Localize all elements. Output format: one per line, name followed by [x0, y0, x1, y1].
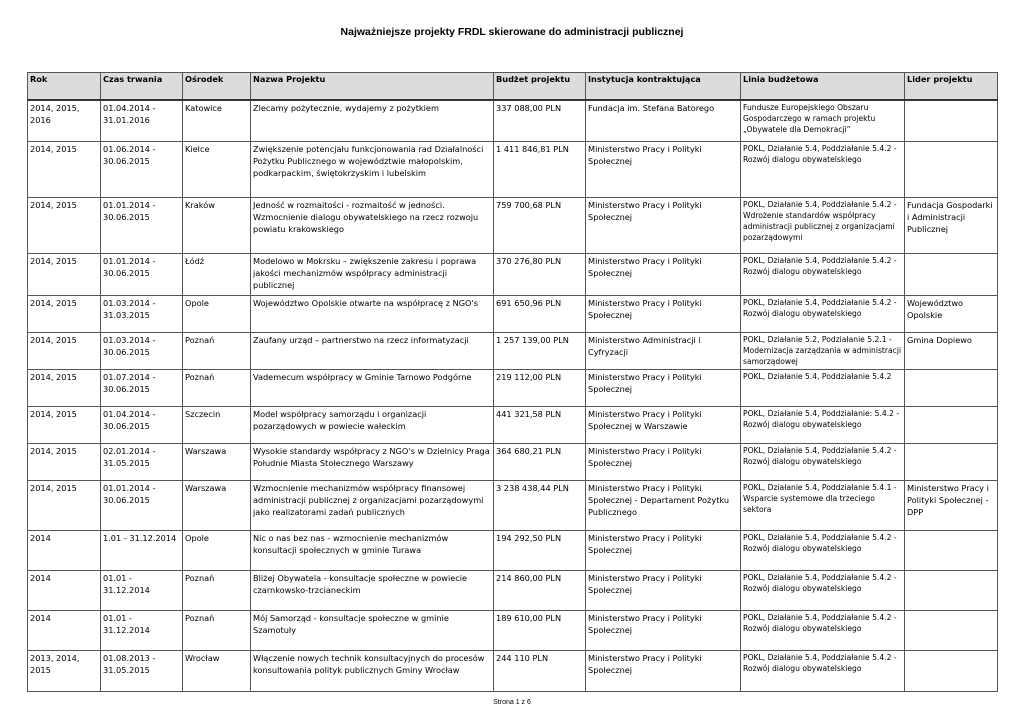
table-row [28, 650, 998, 691]
cell-project-name: Nic o nas bez nas - wzmocnienie mechanizmów konsultacji społecznych w gminie Turawa [251, 530, 494, 570]
cell-center: Poznań [183, 369, 251, 406]
cell-project-leader [905, 406, 998, 443]
projects-table [27, 72, 998, 692]
cell-project-leader [905, 570, 998, 610]
table-row [28, 610, 998, 650]
column-header-linia-budzetowa: Linia budżetowa [741, 73, 905, 101]
cell-budget: 759 700,68 PLN [494, 197, 586, 253]
cell-budget: 370 276,80 PLN [494, 253, 586, 295]
cell-contracting-institution: Ministerstwo Pracy i Polityki Społecznej [586, 570, 741, 610]
cell-duration: 01.04.2014 - 31.01.2016 [101, 100, 183, 141]
cell-duration: 02.01.2014 - 31.05.2015 [101, 443, 183, 480]
cell-project-leader: Gmina Dopiewo [905, 332, 998, 369]
table-row [28, 443, 998, 480]
cell-project-name: Zwiększenie potencjału funkcjonowania rad Działalności Pożytku Publicznego w województwie małopolskim, podkarpackim, świętokrzyskim i lubelskim [251, 141, 494, 197]
cell-budget: 3 238 438,44 PLN [494, 480, 586, 530]
cell-budget: 441 321,58 PLN [494, 406, 586, 443]
table-row [28, 253, 998, 295]
cell-center: Poznań [183, 332, 251, 369]
column-header-nazwa-projektu: Nazwa Projektu [251, 73, 494, 101]
cell-project-name: Modelowo w Mokrsku – zwiększenie zakresu i poprawa jakości mechanizmów współpracy administracji publicznej [251, 253, 494, 295]
column-header-czas-trwania: Czas trwania [101, 73, 183, 101]
cell-year: 2014, 2015 [28, 480, 101, 530]
cell-center: Katowice [183, 100, 251, 141]
cell-project-leader [905, 100, 998, 141]
cell-duration: 01.01.2014 - 30.06.2015 [101, 197, 183, 253]
column-header-budzet: Budżet projektu [494, 73, 586, 101]
cell-project-leader [905, 253, 998, 295]
cell-center: Szczecin [183, 406, 251, 443]
cell-center: Łódź [183, 253, 251, 295]
cell-contracting-institution: Ministerstwo Pracy i Polityki Społecznej [586, 650, 741, 691]
cell-budget-line: POKL, Działanie 5.4, Poddziałanie: 5.4.2 - Rozwój dialogu obywatelskiego [741, 406, 905, 443]
table-row [28, 369, 998, 406]
cell-contracting-institution: Ministerstwo Pracy i Polityki Społecznej [586, 610, 741, 650]
column-header-instytucja: Instytucja kontraktująca [586, 73, 741, 101]
cell-budget: 691 650,96 PLN [494, 295, 586, 332]
cell-contracting-institution: Fundacja im. Stefana Batorego [586, 100, 741, 141]
table-row [28, 100, 998, 141]
cell-project-leader [905, 141, 998, 197]
cell-budget-line: POKL, Działanie 5.4, Poddziałanie 5.4.2 - Rozwój dialogu obywatelskiego [741, 610, 905, 650]
cell-project-leader: Ministerstwo Pracy i Polityki Społecznej - DPP [905, 480, 998, 530]
cell-year: 2014, 2015 [28, 197, 101, 253]
cell-project-name: Bliżej Obywatela - konsultacje społeczne w powiecie czarnkowsko-trzcianeckim [251, 570, 494, 610]
cell-duration: 01.08.2013 - 31.05.2015 [101, 650, 183, 691]
column-header-rok: Rok [28, 73, 101, 101]
cell-project-name: Zaufany urząd – partnerstwo na rzecz informatyzacji [251, 332, 494, 369]
cell-project-name: Województwo Opolskie otwarte na współpracę z NGO's [251, 295, 494, 332]
cell-contracting-institution: Ministerstwo Pracy i Polityki Społecznej [586, 443, 741, 480]
cell-year: 2014, 2015 [28, 443, 101, 480]
cell-budget-line: POKL, Działanie 5.2, Podziałanie 5.2.1 - Modernizacja zarządzania w administracji samorządowej [741, 332, 905, 369]
cell-year: 2014 [28, 530, 101, 570]
cell-project-name: Wzmocnienie mechanizmów współpracy finansowej administracji publicznej z organizacjami pozarządowymi jako realizatorami zadań publicznych [251, 480, 494, 530]
cell-year: 2014, 2015 [28, 369, 101, 406]
cell-duration: 01.01.2014 - 30.06.2015 [101, 253, 183, 295]
cell-project-name: Mój Samorząd - konsultacje społeczne w gminie Szamotuły [251, 610, 494, 650]
cell-year: 2014, 2015 [28, 406, 101, 443]
cell-project-leader: Województwo Opolskie [905, 295, 998, 332]
cell-year: 2014 [28, 610, 101, 650]
cell-project-name: Wysokie standardy współpracy z NGO's w Dzielnicy Praga Południe Miasta Stołecznego Warszawy [251, 443, 494, 480]
cell-year: 2014, 2015, 2016 [28, 100, 101, 141]
cell-contracting-institution: Ministerstwo Pracy i Polityki Społecznej [586, 197, 741, 253]
cell-project-name: Zlecamy pożytecznie, wydajemy z pożytkiem [251, 100, 494, 141]
cell-budget-line: POKL, Działanie 5.4, Poddziałanie 5.4.2 - Rozwój dialogu obywatelskiego [741, 141, 905, 197]
cell-duration: 01.01 - 31.12.2014 [101, 610, 183, 650]
cell-project-leader [905, 369, 998, 406]
cell-project-leader: Fundacja Gospodarki i Administracji Publicznej [905, 197, 998, 253]
cell-budget: 214 860,00 PLN [494, 570, 586, 610]
cell-duration: 01.07.2014 - 30.06.2015 [101, 369, 183, 406]
cell-contracting-institution: Ministerstwo Pracy i Polityki Społecznej [586, 141, 741, 197]
table-row [28, 197, 998, 253]
cell-year: 2014, 2015 [28, 295, 101, 332]
column-header-lider: Lider projektu [905, 73, 998, 101]
cell-budget-line: POKL, Działanie 5.4, Poddziałanie 5.4.2 - Wdrożenie standardów współpracy administracji publicznej z organizacjami pozarządowymi [741, 197, 905, 253]
cell-budget-line: POKL, Działanie 5.4, Poddziałanie 5.4.2 [741, 369, 905, 406]
document-title: Najważniejsze projekty FRDL skierowane do administracji publicznej [340, 26, 684, 38]
table-row [28, 530, 998, 570]
cell-contracting-institution: Ministerstwo Pracy i Polityki Społecznej w Warszawie [586, 406, 741, 443]
cell-center: Wrocław [183, 650, 251, 691]
cell-project-leader [905, 443, 998, 480]
cell-contracting-institution: Ministerstwo Pracy i Polityki Społecznej [586, 530, 741, 570]
cell-contracting-institution: Ministerstwo Administracji i Cyfryzacji [586, 332, 741, 369]
column-header-osrodek: Ośrodek [183, 73, 251, 101]
cell-center: Kielce [183, 141, 251, 197]
table-row [28, 480, 998, 530]
cell-center: Warszawa [183, 480, 251, 530]
cell-year: 2014, 2015 [28, 141, 101, 197]
cell-duration: 01.03.2014 - 30.06.2015 [101, 332, 183, 369]
cell-duration: 01.06.2014 - 30.06.2015 [101, 141, 183, 197]
cell-budget: 189 610,00 PLN [494, 610, 586, 650]
table-row [28, 141, 998, 197]
cell-project-name: Jedność w rozmaitości - rozmaitość w jedności. Wzmocnienie dialogu obywatelskiego na rzecz rozwoju powiatu krakowskiego [251, 197, 494, 253]
cell-budget: 364 680,21 PLN [494, 443, 586, 480]
cell-duration: 01.04.2014 - 30.06.2015 [101, 406, 183, 443]
cell-budget: 219 112,00 PLN [494, 369, 586, 406]
page-footer: Strona 1 z 6 [493, 699, 531, 706]
cell-project-leader [905, 530, 998, 570]
cell-project-leader [905, 650, 998, 691]
cell-duration: 01.01 - 31.12.2014 [101, 570, 183, 610]
cell-contracting-institution: Ministerstwo Pracy i Polityki Społecznej [586, 253, 741, 295]
cell-budget-line: POKL, Działanie 5.4, Poddziałanie 5.4.2 - Rozwój dialogu obywatelskiego [741, 570, 905, 610]
cell-center: Kraków [183, 197, 251, 253]
cell-project-name: Włączenie nowych technik konsultacyjnych do procesów konsultowania polityk publicznych Gminy Wrocław [251, 650, 494, 691]
cell-budget: 1 411 846,81 PLN [494, 141, 586, 197]
table-row [28, 332, 998, 369]
table-body [28, 100, 998, 691]
table-row [28, 406, 998, 443]
cell-budget: 1 257 139,00 PLN [494, 332, 586, 369]
cell-center: Opole [183, 530, 251, 570]
cell-project-name: Vademecum współpracy w Gminie Tarnowo Podgórne [251, 369, 494, 406]
cell-year: 2014, 2015 [28, 253, 101, 295]
cell-contracting-institution: Ministerstwo Pracy i Polityki Społecznej - Departament Pożytku Publicznego [586, 480, 741, 530]
table-row [28, 570, 998, 610]
cell-budget: 337 088,00 PLN [494, 100, 586, 141]
cell-year: 2013, 2014, 2015 [28, 650, 101, 691]
cell-budget-line: POKL, Działanie 5.4, Poddziałanie 5.4.1 - Wsparcie systemowe dla trzeciego sektora [741, 480, 905, 530]
table-header-row [28, 73, 998, 101]
cell-budget-line: Fundusze Europejskiego Obszaru Gospodarczego w ramach projektu „Obywatele dla Demokracji” [741, 100, 905, 141]
cell-center: Poznań [183, 570, 251, 610]
cell-duration: 1.01 - 31.12.2014 [101, 530, 183, 570]
cell-budget: 194 292,50 PLN [494, 530, 586, 570]
cell-budget-line: POKL, Działanie 5.4, Poddziałanie 5.4.2 - Rozwój dialogu obywatelskiego [741, 650, 905, 691]
cell-duration: 01.03.2014 - 31.03.2015 [101, 295, 183, 332]
cell-budget-line: POKL, Działanie 5.4, Poddziałanie 5.4.2 - Rozwój dialogu obywatelskiego [741, 295, 905, 332]
cell-project-name: Model współpracy samorządu i organizacji pozarządowych w powiecie wałeckim [251, 406, 494, 443]
cell-contracting-institution: Ministerstwo Pracy i Polityki Społecznej [586, 369, 741, 406]
cell-center: Opole [183, 295, 251, 332]
cell-contracting-institution: Ministerstwo Pracy i Polityki Społecznej [586, 295, 741, 332]
cell-center: Poznań [183, 610, 251, 650]
cell-center: Warszawa [183, 443, 251, 480]
cell-budget-line: POKL, Działanie 5.4, Poddziałanie 5.4.2 - Rozwój dialogu obywatelskiego [741, 443, 905, 480]
cell-budget-line: POKL, Działanie 5.4, Poddziałanie 5.4.2 - Rozwój dialogu obywatelskiego [741, 530, 905, 570]
table-row [28, 295, 998, 332]
cell-budget-line: POKL, Działanie 5.4, Poddziałanie 5.4.2 - Rozwój dialogu obywatelskiego [741, 253, 905, 295]
cell-duration: 01.01.2014 - 30.06.2015 [101, 480, 183, 530]
cell-budget: 244 110 PLN [494, 650, 586, 691]
cell-project-leader [905, 610, 998, 650]
cell-year: 2014 [28, 570, 101, 610]
cell-year: 2014, 2015 [28, 332, 101, 369]
